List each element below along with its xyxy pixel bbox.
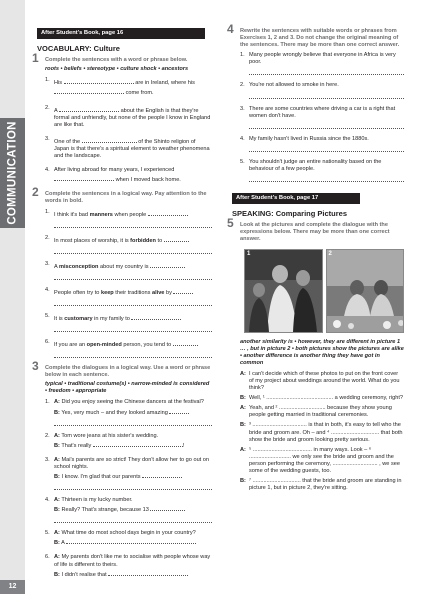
- exercise-instructions: Complete the sentences in a logical way. Pay attention to the words in bold.: [45, 191, 207, 205]
- sidebar: [0, 0, 25, 580]
- photo-number: 2: [328, 250, 332, 257]
- dialogue-item: 3. A: Mai's parents are so strict! They don't allow her to go out on school nights. B: I know. I'm glad that our parents: [45, 457, 212, 490]
- exercise-instructions: Rewrite the sentences with suitable words or phrases from Exercises 1, 2 and 3. Do not change the original meaning of the sentences. There may be more than one correct answer.: [240, 28, 400, 49]
- answer-blank[interactable]: [54, 174, 114, 181]
- answer-blank[interactable]: [169, 407, 189, 414]
- answer-blank[interactable]: [93, 440, 183, 447]
- exercise-instructions: Complete the sentences with a word or phrase below.: [45, 57, 188, 64]
- section-tab: [0, 118, 25, 228]
- dialogue-line: B: ⁷ ............................... that the bride and groom are standing in picture 1, but in picture 2, they're sitting.: [240, 478, 402, 492]
- exercise-number: 5: [227, 216, 234, 231]
- exercise-number: 1: [32, 51, 39, 66]
- exercise-number: 4: [227, 22, 234, 36]
- answer-line[interactable]: [249, 121, 404, 129]
- section-tab-label: COMMUNICATION: [6, 121, 19, 225]
- answer-blank[interactable]: [82, 136, 137, 143]
- answer-line[interactable]: [54, 220, 212, 228]
- dialogue-item: 2. A: Tom wore jeans at his sister's wedding. B: That's really !: [45, 432, 185, 449]
- list-item: 4. People often try to keep their traditions alive by: [45, 287, 212, 306]
- answer-blank[interactable]: [108, 569, 188, 576]
- dialogue-line: A: I can't decide which of these photos to put on the front cover of my project about weddings around the world. What do you think?: [240, 370, 400, 392]
- exercise-instructions: Look at the pictures and complete the dialogue with the expressions below. There may be more than one correct answer.: [240, 222, 390, 243]
- reference-bar: After Student's Book, page 17: [232, 193, 360, 204]
- answer-blank[interactable]: [150, 504, 185, 511]
- answer-line[interactable]: [54, 515, 212, 523]
- wedding-photo-1: [244, 249, 323, 333]
- wedding-photo-2: [326, 249, 405, 333]
- exercise-1: [32, 51, 212, 184]
- word-bank: typical • traditional costume(s) • narrow-minded is considered • freedom • appropriate: [45, 381, 210, 395]
- list-item: 5. You shouldn't judge an entire nationality based on the behaviour of a few people.: [240, 159, 404, 182]
- dialogue-line: B: ³ ................................... is that in both, it's easy to tell who the bride and groom are. Oh – and ⁴ ............................... that both show the bride and groom looking pretty serious.: [240, 422, 403, 443]
- dialogue-line: B: Well, ¹ ........................................... a wedding ceremony, right?: [240, 395, 403, 402]
- list-item: 5. It is customary in my family to: [45, 313, 212, 332]
- page-number: 12: [0, 580, 25, 594]
- left-column: [32, 28, 212, 586]
- answer-blank[interactable]: [148, 209, 188, 216]
- exercise-3: [32, 359, 212, 579]
- answer-line[interactable]: [249, 91, 404, 99]
- answer-blank[interactable]: [59, 105, 119, 112]
- exercise-instructions: Complete the dialogues in a logical way. Use a word or phrase below in each sentence.: [45, 365, 211, 379]
- reference-bar: After Student's Book, page 16: [37, 28, 205, 39]
- exercise-5: [227, 216, 404, 492]
- answer-blank[interactable]: [64, 77, 134, 84]
- right-column: [227, 22, 404, 495]
- answer-line[interactable]: [54, 272, 212, 280]
- answer-blank[interactable]: [164, 235, 189, 242]
- answer-line[interactable]: [249, 174, 404, 182]
- list-item: 2. A about the English is that they're formal and unfriendly, but none of the people I know in England are like that.: [45, 104, 211, 128]
- dialogue-item: 5. A: What time do most school days begin in your country? B: A: [45, 530, 196, 547]
- answer-line[interactable]: [54, 298, 212, 306]
- exercise-4: [227, 22, 404, 182]
- dialogue-line: A: Yeah, and ² .............................. because they show young people getting married in traditional ceremonies.: [240, 405, 392, 419]
- list-item: 1. His are in Ireland, where his come from.: [45, 77, 195, 97]
- list-item: 3. There are some countries where driving a car is a right that women don't have.: [240, 106, 404, 129]
- wedding-photo-2-image: [327, 250, 405, 332]
- answer-line[interactable]: [249, 67, 404, 75]
- wedding-photo-1-image: [245, 250, 323, 332]
- list-item: 3. A misconception about my country is: [45, 261, 212, 280]
- answer-line[interactable]: [54, 324, 212, 332]
- exercise-2: [32, 185, 212, 358]
- list-item: 4. After living abroad for many years, I experienced when I moved back home.: [45, 167, 181, 184]
- list-item: 1. Many people wrongly believe that everyone in Africa is very poor.: [240, 52, 404, 75]
- expression-bank: another similarity is • however, they are different in picture 1 … , but in picture 2 • both pictures show the pictures are alike • another difference is another thing they have got in common: [240, 338, 404, 366]
- dialogue-line: A: ⁵ ...................................... in many ways. Look – ⁶ ........................... we only see the bride and groom and the person performing the ceremony, ............................. , we see some of the wedding guests, too.: [240, 446, 400, 474]
- answer-blank[interactable]: [131, 313, 181, 320]
- answer-blank[interactable]: [150, 261, 185, 268]
- dialogue-item: 6. A: My parents don't like me to socialise with people whose way of life is different to theirs. B: I didn't realise that: [45, 554, 211, 578]
- list-item: 6. If you are an open-minded person, you tend to: [45, 339, 212, 358]
- dialogue-item: 4. A: Thirteen is my lucky number. B: Really? That's strange, because 13: [45, 497, 212, 523]
- answer-line[interactable]: [249, 144, 404, 152]
- answer-blank[interactable]: [142, 471, 182, 478]
- section-heading: VOCABULARY: Culture: [37, 44, 120, 54]
- answer-line[interactable]: [54, 418, 212, 426]
- list-item: 2. In most places of worship, it is forbidden to: [45, 235, 212, 254]
- photo-row: [244, 249, 404, 333]
- answer-blank[interactable]: [173, 339, 198, 346]
- dialogue-item: 1. A: Did you enjoy seeing the Chinese dancers at the festival? B: Yes, very much – and they looked amazing: [45, 399, 212, 425]
- word-bank: roots • beliefs • stereotype • culture shock • ancestors: [45, 66, 189, 73]
- answer-blank[interactable]: [54, 87, 124, 94]
- answer-line[interactable]: [54, 246, 212, 254]
- section-heading: SPEAKING: Comparing Pictures: [232, 209, 348, 219]
- answer-line[interactable]: [54, 482, 212, 490]
- list-item: 1. I think it's bad manners when people: [45, 209, 212, 228]
- photo-number: 1: [247, 250, 251, 257]
- list-item: 4. My family hasn't lived in Russia since the 1880s.: [240, 136, 404, 152]
- list-item: 3. One of the of the Shinto religion of Japan is that there's a spiritual element to weather phenomena and the landscape.: [45, 135, 210, 160]
- exercise-number: 3: [32, 359, 39, 374]
- answer-blank[interactable]: [173, 287, 193, 294]
- answer-blank[interactable]: [66, 537, 196, 544]
- answer-line[interactable]: [54, 350, 212, 358]
- exercise-number: 2: [32, 185, 39, 200]
- list-item: 2. You're not allowed to smoke in here.: [240, 82, 404, 98]
